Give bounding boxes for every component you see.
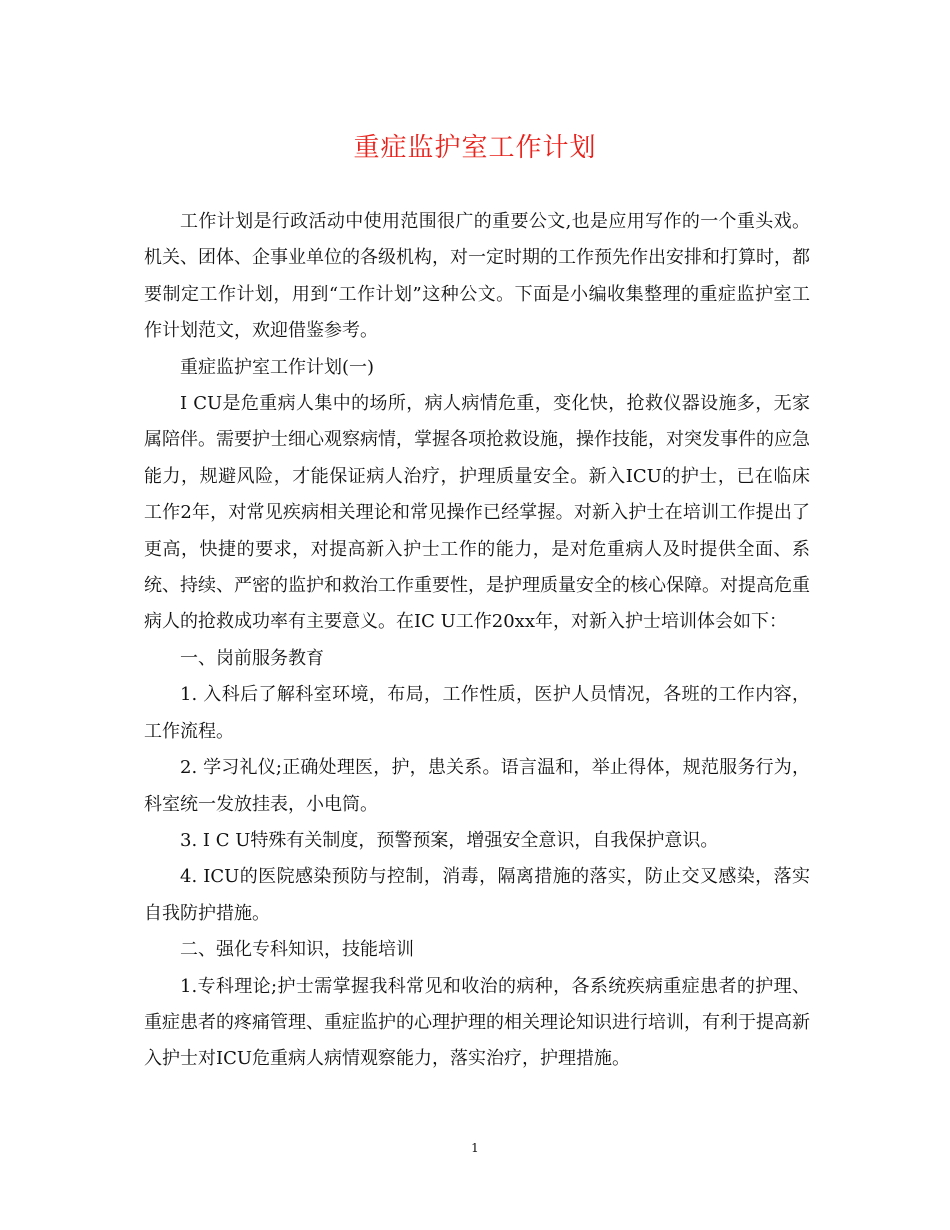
paragraph-icu-overview: I CU是危重病人集中的场所，病人病情危重，变化快，抢救仪器设施多，无家属陪伴。需要护士细心观察病情，掌握各项抢救设施，操作技能，对突发事件的应急能力，规避风险，才能保证病人治疗，护理质量安全。新入ICU的护士，已在临床工作2年，对常见疾病相关理论和常见操作已经掌握。对新入护士在培训工作提出了更高，快捷的要求，对提高新入护士工作的能力，是对危重病人及时提供全面、系统、持续、严密的监护和救治工作重要性，是护理质量安全的核心保障。对提高危重病人的抢救成功率有主要意义。在IC U工作20xx年，对新入护士培训体会如下： [144, 393, 810, 633]
paragraph-specialty-theory: 1.专科理论;护士需掌握我科常见和收治的病种，各系统疾病重症患者的护理、重症患者的疼痛管理、重症监护的心理护理的相关理论知识进行培训，有利于提高新入护士对ICU危重病人病情观察能力，落实治疗，护理措施。 [144, 975, 810, 1070]
list-item-2: 2. 学习礼仪;正确处理医，护，患关系。语言温和，举止得体，规范服务行为，科室统一发放挂表，小电筒。 [144, 757, 810, 815]
list-item-1: 1. 入科后了解科室环境，布局，工作性质，医护人员情况，各班的工作内容，工作流程。 [144, 684, 810, 742]
list-item-4: 4. ICU的医院感染预防与控制，消毒，隔离措施的落实，防止交叉感染，落实自我防护措施。 [144, 866, 810, 924]
list-item-3: 3. I C U特殊有关制度，预警预案，增强安全意识，自我保护意识。 [180, 829, 719, 851]
section-heading-plan-one: 重症监护室工作计划(一) [180, 356, 375, 378]
page-number: 1 [471, 1141, 479, 1155]
document-body [144, 204, 810, 1078]
section-heading-specialty-training: 二、强化专科知识，技能培训 [180, 939, 414, 961]
document-title: 重症监护室工作计划 [353, 133, 597, 163]
paragraph-intro: 工作计划是行政活动中使用范围很广的重要公文,也是应用写作的一个重头戏。机关、团体、企事业单位的各级机构，对一定时期的工作预先作出安排和打算时，都要制定工作计划，用到“工作计划”这种公文。下面是小编收集整理的重症监护室工作计划范文，欢迎借鉴参考。 [144, 211, 810, 342]
section-heading-preservice-education: 一、岗前服务教育 [180, 647, 324, 669]
